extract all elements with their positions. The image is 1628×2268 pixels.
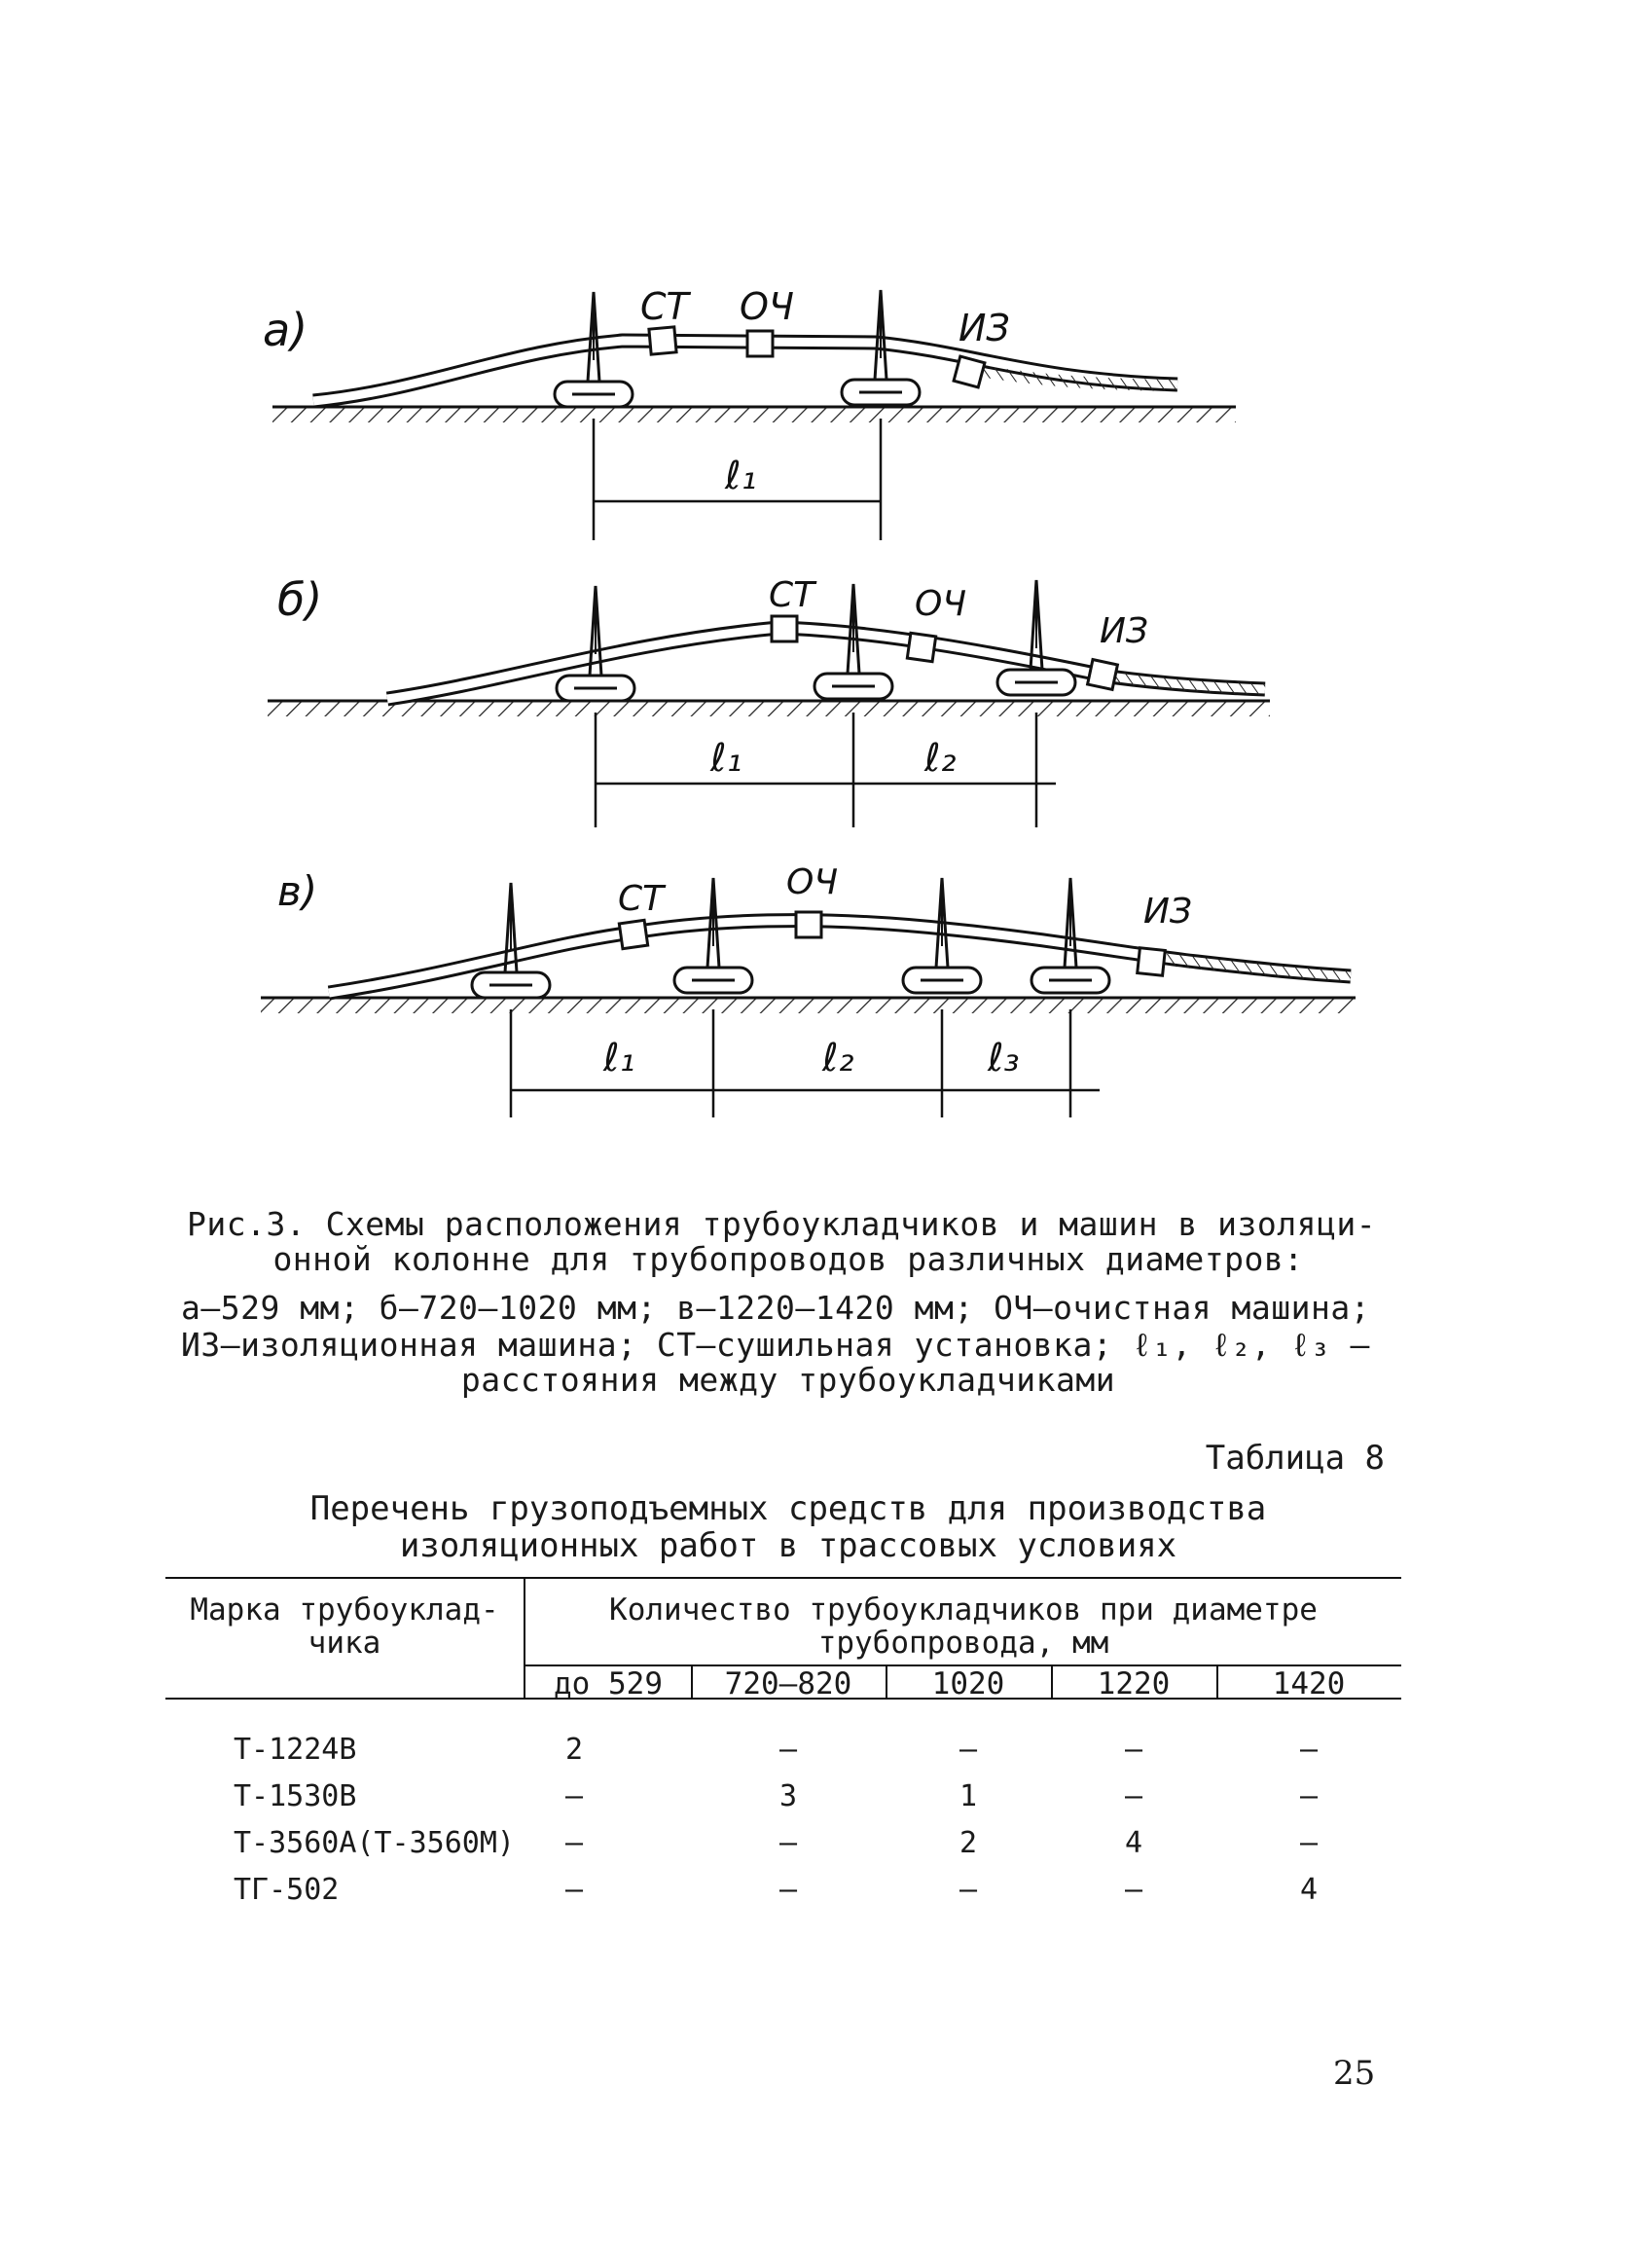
panel-a-l1: ℓ₁ — [725, 454, 757, 498]
caption-line-1: Рис.3. Схемы расположения трубоукладчиков и машин в изоляци- — [187, 1205, 1377, 1243]
table-8 — [165, 1577, 1401, 1927]
caption-line-4: ИЗ–изоляционная машина; СТ–сушильная установка; ℓ₁, ℓ₂, ℓ₃ – — [181, 1326, 1370, 1364]
col-diameter-1: до 529 — [554, 1666, 663, 1701]
row-value: – — [1124, 1873, 1143, 1907]
col-diameter-2: 720–820 — [724, 1666, 852, 1701]
panel-c-och: ОЧ — [786, 862, 839, 902]
ground-b — [268, 701, 1270, 716]
row-value: – — [778, 1733, 798, 1767]
ground-a — [272, 407, 1236, 422]
row-value: 1 — [959, 1779, 978, 1813]
panel-b-l1: ℓ₁ — [710, 736, 742, 781]
row-value: – — [778, 1873, 798, 1907]
col-group-header-2: трубопровода, мм — [817, 1626, 1109, 1661]
panel-c-l2: ℓ₂ — [822, 1036, 854, 1080]
panel-b-iz: ИЗ — [1100, 611, 1149, 651]
row-value: 2 — [564, 1733, 584, 1767]
panel-b-st: СТ — [769, 575, 815, 615]
ground-c — [261, 998, 1356, 1013]
col-diameter-5: 1420 — [1272, 1666, 1346, 1701]
row-value: – — [1299, 1826, 1319, 1860]
caption-line-3: а–529 мм; б–720–1020 мм; в–1220–1420 мм; ОЧ–очистная машина; — [181, 1289, 1371, 1327]
row-value: – — [778, 1826, 798, 1860]
row-value: – — [564, 1873, 584, 1907]
col-brand-header-2: чика — [308, 1626, 381, 1661]
row-value: 3 — [778, 1779, 798, 1813]
row-value: – — [1124, 1779, 1143, 1813]
panel-a-och: ОЧ — [740, 285, 794, 328]
row-value: – — [1124, 1733, 1143, 1767]
row-value: – — [959, 1873, 978, 1907]
row-value: – — [564, 1779, 584, 1813]
panel-c-l3: ℓ₃ — [988, 1036, 1020, 1080]
panel-b — [268, 573, 1270, 827]
row-value: – — [959, 1733, 978, 1767]
row-value: – — [564, 1826, 584, 1860]
page-number: 25 — [1333, 2054, 1376, 2093]
panel-a — [263, 285, 1236, 540]
panel-c-st: СТ — [618, 879, 665, 919]
col-group-header-1: Количество трубоукладчиков при диаметре — [609, 1592, 1318, 1628]
row-value: 4 — [1299, 1873, 1319, 1907]
panel-c — [261, 862, 1356, 1117]
row-brand: Т-3560А(Т-3560М) — [234, 1826, 515, 1860]
row-brand: ТГ-502 — [234, 1873, 340, 1907]
col-diameter-3: 1020 — [931, 1666, 1005, 1701]
row-value: 2 — [959, 1826, 978, 1860]
panel-c-l1: ℓ₁ — [603, 1036, 635, 1080]
panel-a-st: СТ — [640, 285, 689, 328]
row-value: – — [1299, 1733, 1319, 1767]
col-brand-header-1: Марка трубоуклад- — [190, 1592, 499, 1628]
table-title-line-1: Перечень грузоподъемных средств для производства — [309, 1489, 1267, 1528]
row-value: – — [1299, 1779, 1319, 1813]
table-number: Таблица 8 — [1205, 1439, 1385, 1478]
table-title-line-2: изоляционных работ в трассовых условиях — [399, 1526, 1177, 1565]
panel-a-label: а) — [263, 304, 308, 356]
panel-b-l2: ℓ₂ — [924, 736, 957, 781]
panel-c-iz: ИЗ — [1143, 892, 1193, 932]
row-brand: Т-1224В — [234, 1733, 357, 1767]
panel-c-label: в) — [277, 867, 318, 915]
col-diameter-4: 1220 — [1097, 1666, 1171, 1701]
panel-b-label: б) — [277, 573, 323, 626]
panel-a-iz: ИЗ — [959, 307, 1010, 349]
caption-line-2: онной колонне для трубопроводов различных диаметров: — [272, 1240, 1304, 1278]
panel-b-och: ОЧ — [915, 584, 967, 624]
row-value: 4 — [1124, 1826, 1143, 1860]
row-brand: Т-1530В — [234, 1779, 357, 1813]
caption-line-5: расстояния между трубоукладчиками — [460, 1361, 1116, 1399]
